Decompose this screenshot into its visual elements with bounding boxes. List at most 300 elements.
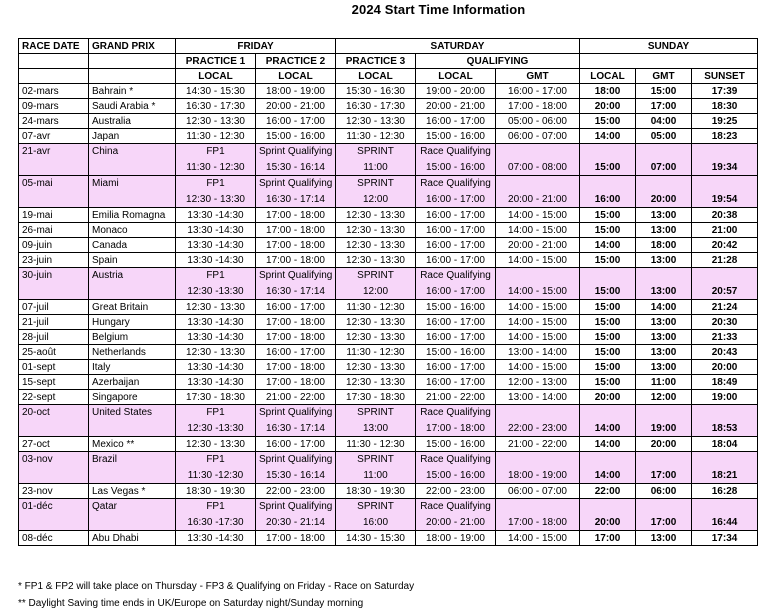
table-row-sprint-times bbox=[19, 284, 758, 300]
qualifying-gmt: 20:00 - 21:00 bbox=[496, 192, 580, 208]
schedule-body bbox=[19, 84, 758, 546]
race-gmt: 12:00 bbox=[636, 390, 692, 405]
grand-prix-name: United States bbox=[89, 405, 176, 421]
qualifying-session-label: Race Qualifying bbox=[416, 405, 496, 421]
qualifying-local: 15:00 - 16:00 bbox=[416, 468, 496, 484]
qualifying-local: 16:00 - 17:00 bbox=[416, 360, 496, 375]
grand-prix-name: Qatar bbox=[89, 499, 176, 515]
sunset-time: 19:54 bbox=[692, 192, 758, 208]
race-local: 15:00 bbox=[580, 375, 636, 390]
header-row-zones bbox=[19, 69, 758, 84]
table-row-sprint-times bbox=[19, 160, 758, 176]
practice1-time: 12:30 - 13:30 bbox=[176, 114, 256, 129]
sunset-time: 19:00 bbox=[692, 390, 758, 405]
practice2-time: 16:00 - 17:00 bbox=[256, 300, 336, 315]
qualifying-local: 16:00 - 17:00 bbox=[416, 330, 496, 345]
table-row-sprint bbox=[19, 144, 758, 160]
practice2-time: 20:30 - 21:14 bbox=[256, 515, 336, 531]
practice2-time: 17:00 - 18:00 bbox=[256, 208, 336, 223]
qualifying-session-label: Race Qualifying bbox=[416, 176, 496, 192]
qualifying-gmt: 14:00 - 15:00 bbox=[496, 531, 580, 546]
sunset-time: 19:25 bbox=[692, 114, 758, 129]
practice3-header: PRACTICE 3 bbox=[336, 54, 416, 69]
practice2-time: 16:00 - 17:00 bbox=[256, 345, 336, 360]
race-gmt: 13:00 bbox=[636, 360, 692, 375]
practice1-time: 12:30 - 13:30 bbox=[176, 300, 256, 315]
qualifying-gmt: 14:00 - 15:00 bbox=[496, 315, 580, 330]
empty-cell bbox=[580, 452, 636, 468]
qualifying-session-label: Race Qualifying bbox=[416, 452, 496, 468]
grand-prix-name: Belgium bbox=[89, 330, 176, 345]
qualifying-gmt: 22:00 - 23:00 bbox=[496, 421, 580, 437]
grand-prix-name: Great Britain bbox=[89, 300, 176, 315]
race-local: 15:00 bbox=[580, 223, 636, 238]
qualifying-gmt: 17:00 - 18:00 bbox=[496, 515, 580, 531]
empty-cell bbox=[580, 499, 636, 515]
empty-cell bbox=[636, 452, 692, 468]
practice3-time: 12:00 bbox=[336, 192, 416, 208]
empty-cell bbox=[580, 405, 636, 421]
practice3-time: 12:30 - 13:30 bbox=[336, 223, 416, 238]
race-gmt: 18:00 bbox=[636, 238, 692, 253]
practice3-time: 11:30 - 12:30 bbox=[336, 300, 416, 315]
empty-cell bbox=[636, 268, 692, 284]
race-date: 01-sept bbox=[19, 360, 89, 375]
race-gmt: 04:00 bbox=[636, 114, 692, 129]
race-gmt: 17:00 bbox=[636, 99, 692, 114]
practice1-time: 13:30 -14:30 bbox=[176, 253, 256, 268]
footnote-2: ** Daylight Saving time ends in UK/Europe on Saturday night/Sunday morning bbox=[18, 598, 364, 609]
empty-cell bbox=[692, 452, 758, 468]
practice1-time: 16:30 -17:30 bbox=[176, 515, 256, 531]
practice3-time: 11:30 - 12:30 bbox=[336, 129, 416, 144]
p3-local-header: LOCAL bbox=[336, 69, 416, 84]
practice3-session-label: SPRINT bbox=[336, 144, 416, 160]
race-local: 15:00 bbox=[580, 160, 636, 176]
practice1-time: 13:30 -14:30 bbox=[176, 223, 256, 238]
practice3-time: 12:30 - 13:30 bbox=[336, 114, 416, 129]
table-row bbox=[19, 315, 758, 330]
qualifying-gmt: 17:00 - 18:00 bbox=[496, 99, 580, 114]
race-date: 25-août bbox=[19, 345, 89, 360]
race-date: 23-nov bbox=[19, 484, 89, 499]
p1-local-header: LOCAL bbox=[176, 69, 256, 84]
race-local: 14:00 bbox=[580, 129, 636, 144]
race-date: 30-juin bbox=[19, 268, 89, 284]
race-gmt: 13:00 bbox=[636, 253, 692, 268]
empty-cell bbox=[692, 499, 758, 515]
empty-cell bbox=[692, 268, 758, 284]
grand-prix-name: Italy bbox=[89, 360, 176, 375]
sunset-header: SUNSET bbox=[692, 69, 758, 84]
practice1-time: 14:30 - 15:30 bbox=[176, 84, 256, 99]
table-row-sprint bbox=[19, 268, 758, 284]
grand-prix-name: Australia bbox=[89, 114, 176, 129]
table-row bbox=[19, 253, 758, 268]
practice2-time: 18:00 - 19:00 bbox=[256, 84, 336, 99]
practice3-time: 12:00 bbox=[336, 284, 416, 300]
sunset-time: 17:34 bbox=[692, 531, 758, 546]
empty-cell bbox=[580, 144, 636, 160]
race-date: 19-mai bbox=[19, 208, 89, 223]
sunset-time: 20:00 bbox=[692, 360, 758, 375]
qualifying-local: 16:00 - 17:00 bbox=[416, 223, 496, 238]
practice1-time: 13:30 -14:30 bbox=[176, 208, 256, 223]
grand-prix-name: Las Vegas * bbox=[89, 484, 176, 499]
empty-cell bbox=[19, 160, 89, 176]
grand-prix-name: Singapore bbox=[89, 390, 176, 405]
empty-cell bbox=[19, 192, 89, 208]
qualifying-local: 19:00 - 20:00 bbox=[416, 84, 496, 99]
sunset-time: 21:33 bbox=[692, 330, 758, 345]
race-local: 15:00 bbox=[580, 315, 636, 330]
race-gmt: 13:00 bbox=[636, 223, 692, 238]
empty-cell bbox=[496, 405, 580, 421]
practice3-time: 12:30 - 13:30 bbox=[336, 375, 416, 390]
race-local: 14:00 bbox=[580, 468, 636, 484]
race-gmt: 13:00 bbox=[636, 531, 692, 546]
practice2-time: 15:30 - 16:14 bbox=[256, 160, 336, 176]
race-local: 18:00 bbox=[580, 84, 636, 99]
race-gmt: 19:00 bbox=[636, 421, 692, 437]
table-row bbox=[19, 390, 758, 405]
empty-cell bbox=[496, 176, 580, 192]
race-date: 22-sept bbox=[19, 390, 89, 405]
empty-cell bbox=[89, 192, 176, 208]
practice2-time: 15:00 - 16:00 bbox=[256, 129, 336, 144]
race-date: 02-mars bbox=[19, 84, 89, 99]
sunset-time: 18:23 bbox=[692, 129, 758, 144]
practice1-session-label: FP1 bbox=[176, 452, 256, 468]
qualifying-gmt: 16:00 - 17:00 bbox=[496, 84, 580, 99]
race-local: 14:00 bbox=[580, 437, 636, 452]
table-row bbox=[19, 375, 758, 390]
empty-cell bbox=[89, 284, 176, 300]
race-date: 15-sept bbox=[19, 375, 89, 390]
qualifying-local: 16:00 - 17:00 bbox=[416, 375, 496, 390]
qualifying-gmt: 13:00 - 14:00 bbox=[496, 345, 580, 360]
practice3-session-label: SPRINT bbox=[336, 452, 416, 468]
practice1-session-label: FP1 bbox=[176, 405, 256, 421]
practice2-time: 17:00 - 18:00 bbox=[256, 223, 336, 238]
table-row-sprint bbox=[19, 176, 758, 192]
table-row-sprint-times bbox=[19, 192, 758, 208]
race-gmt-header: GMT bbox=[636, 69, 692, 84]
qualifying-gmt: 14:00 - 15:00 bbox=[496, 208, 580, 223]
practice3-time: 11:30 - 12:30 bbox=[336, 345, 416, 360]
practice1-time: 17:30 - 18:30 bbox=[176, 390, 256, 405]
empty-cell bbox=[692, 144, 758, 160]
qualifying-gmt: 14:00 - 15:00 bbox=[496, 330, 580, 345]
table-row-sprint-times bbox=[19, 421, 758, 437]
empty-cell bbox=[19, 515, 89, 531]
race-gmt: 11:00 bbox=[636, 375, 692, 390]
qualifying-gmt: 13:00 - 14:00 bbox=[496, 390, 580, 405]
race-date: 21-avr bbox=[19, 144, 89, 160]
race-gmt: 06:00 bbox=[636, 484, 692, 499]
practice2-time: 22:00 - 23:00 bbox=[256, 484, 336, 499]
grand-prix-name: Saudi Arabia * bbox=[89, 99, 176, 114]
empty-cell bbox=[19, 284, 89, 300]
race-local: 15:00 bbox=[580, 345, 636, 360]
race-date: 03-nov bbox=[19, 452, 89, 468]
practice2-time: 17:00 - 18:00 bbox=[256, 375, 336, 390]
practice2-time: 17:00 - 18:00 bbox=[256, 238, 336, 253]
qualifying-local: 20:00 - 21:00 bbox=[416, 515, 496, 531]
practice1-time: 12:30 - 13:30 bbox=[176, 437, 256, 452]
empty-cell bbox=[636, 499, 692, 515]
race-date: 07-juil bbox=[19, 300, 89, 315]
sunset-time: 20:30 bbox=[692, 315, 758, 330]
table-row-sprint-times bbox=[19, 515, 758, 531]
table-row bbox=[19, 300, 758, 315]
race-gmt: 13:00 bbox=[636, 330, 692, 345]
qualifying-local: 20:00 - 21:00 bbox=[416, 99, 496, 114]
race-date: 07-avr bbox=[19, 129, 89, 144]
race-date: 20-oct bbox=[19, 405, 89, 421]
qualifying-session-label: Race Qualifying bbox=[416, 144, 496, 160]
race-local: 20:00 bbox=[580, 99, 636, 114]
sunset-time: 21:00 bbox=[692, 223, 758, 238]
practice2-time: 16:30 - 17:14 bbox=[256, 421, 336, 437]
qual-gmt-header: GMT bbox=[496, 69, 580, 84]
practice1-time: 12:30 -13:30 bbox=[176, 284, 256, 300]
practice2-time: 17:00 - 18:00 bbox=[256, 315, 336, 330]
qualifying-gmt: 14:00 - 15:00 bbox=[496, 360, 580, 375]
practice2-session-label: Sprint Qualifying bbox=[256, 452, 336, 468]
grand-prix-name: Brazil bbox=[89, 452, 176, 468]
empty-cell bbox=[496, 452, 580, 468]
practice2-time: 17:00 - 18:00 bbox=[256, 531, 336, 546]
qualifying-local: 15:00 - 16:00 bbox=[416, 345, 496, 360]
sunset-time: 16:28 bbox=[692, 484, 758, 499]
qualifying-gmt: 14:00 - 15:00 bbox=[496, 300, 580, 315]
practice1-time: 13:30 -14:30 bbox=[176, 238, 256, 253]
practice3-time: 12:30 - 13:30 bbox=[336, 315, 416, 330]
practice2-time: 16:00 - 17:00 bbox=[256, 437, 336, 452]
practice1-header: PRACTICE 1 bbox=[176, 54, 256, 69]
race-gmt: 20:00 bbox=[636, 192, 692, 208]
qualifying-local: 18:00 - 19:00 bbox=[416, 531, 496, 546]
grand-prix-name: Austria bbox=[89, 268, 176, 284]
race-local: 16:00 bbox=[580, 192, 636, 208]
race-local: 15:00 bbox=[580, 253, 636, 268]
race-local: 14:00 bbox=[580, 421, 636, 437]
race-date: 24-mars bbox=[19, 114, 89, 129]
table-row-sprint-times bbox=[19, 468, 758, 484]
practice2-time: 17:00 - 18:00 bbox=[256, 253, 336, 268]
sunset-time: 19:34 bbox=[692, 160, 758, 176]
empty-cell bbox=[89, 468, 176, 484]
practice3-session-label: SPRINT bbox=[336, 268, 416, 284]
race-gmt: 13:00 bbox=[636, 345, 692, 360]
table-row bbox=[19, 531, 758, 546]
race-local-header: LOCAL bbox=[580, 69, 636, 84]
sunset-time: 20:43 bbox=[692, 345, 758, 360]
practice1-time: 18:30 - 19:30 bbox=[176, 484, 256, 499]
qualifying-gmt: 07:00 - 08:00 bbox=[496, 160, 580, 176]
grand-prix-name: Japan bbox=[89, 129, 176, 144]
practice1-time: 12:30 - 13:30 bbox=[176, 345, 256, 360]
practice2-session-label: Sprint Qualifying bbox=[256, 499, 336, 515]
practice2-time: 21:00 - 22:00 bbox=[256, 390, 336, 405]
race-gmt: 14:00 bbox=[636, 300, 692, 315]
race-gmt: 07:00 bbox=[636, 160, 692, 176]
table-row bbox=[19, 345, 758, 360]
race-local: 15:00 bbox=[580, 300, 636, 315]
qualifying-local: 16:00 - 17:00 bbox=[416, 208, 496, 223]
race-gmt: 20:00 bbox=[636, 437, 692, 452]
race-gmt: 13:00 bbox=[636, 284, 692, 300]
qualifying-local: 16:00 - 17:00 bbox=[416, 192, 496, 208]
sunset-time: 17:39 bbox=[692, 84, 758, 99]
practice2-time: 16:00 - 17:00 bbox=[256, 114, 336, 129]
race-gmt: 17:00 bbox=[636, 515, 692, 531]
sunday-header: SUNDAY bbox=[580, 39, 758, 54]
practice3-session-label: SPRINT bbox=[336, 176, 416, 192]
practice1-time: 13:30 -14:30 bbox=[176, 375, 256, 390]
race-local: 17:00 bbox=[580, 531, 636, 546]
table-row bbox=[19, 208, 758, 223]
sunset-time: 21:28 bbox=[692, 253, 758, 268]
saturday-header: SATURDAY bbox=[336, 39, 580, 54]
grand-prix-header: GRAND PRIX bbox=[89, 39, 176, 54]
race-local: 15:00 bbox=[580, 360, 636, 375]
practice3-time: 12:30 - 13:30 bbox=[336, 208, 416, 223]
qualifying-local: 15:00 - 16:00 bbox=[416, 129, 496, 144]
practice3-time: 11:30 - 12:30 bbox=[336, 437, 416, 452]
practice2-session-label: Sprint Qualifying bbox=[256, 176, 336, 192]
header-row-sessions bbox=[19, 54, 758, 69]
practice3-time: 16:00 bbox=[336, 515, 416, 531]
race-local: 14:00 bbox=[580, 238, 636, 253]
qualifying-gmt: 06:00 - 07:00 bbox=[496, 484, 580, 499]
p2-local-header: LOCAL bbox=[256, 69, 336, 84]
practice3-time: 15:30 - 16:30 bbox=[336, 84, 416, 99]
practice1-session-label: FP1 bbox=[176, 499, 256, 515]
practice3-time: 18:30 - 19:30 bbox=[336, 484, 416, 499]
practice1-time: 13:30 -14:30 bbox=[176, 315, 256, 330]
qualifying-local: 16:00 - 17:00 bbox=[416, 253, 496, 268]
empty-cell bbox=[580, 176, 636, 192]
empty-cell bbox=[19, 468, 89, 484]
sunset-time: 18:30 bbox=[692, 99, 758, 114]
practice1-time: 11:30 -12:30 bbox=[176, 468, 256, 484]
qualifying-gmt: 20:00 - 21:00 bbox=[496, 238, 580, 253]
sunset-time: 18:53 bbox=[692, 421, 758, 437]
practice2-session-label: Sprint Qualifying bbox=[256, 144, 336, 160]
empty-cell bbox=[89, 160, 176, 176]
race-local: 15:00 bbox=[580, 330, 636, 345]
practice2-time: 17:00 - 18:00 bbox=[256, 330, 336, 345]
practice3-time: 11:00 bbox=[336, 468, 416, 484]
qualifying-gmt: 12:00 - 13:00 bbox=[496, 375, 580, 390]
practice1-time: 11:30 - 12:30 bbox=[176, 129, 256, 144]
sunset-time: 18:04 bbox=[692, 437, 758, 452]
race-date-header: RACE DATE bbox=[19, 39, 89, 54]
practice1-session-label: FP1 bbox=[176, 176, 256, 192]
practice2-session-label: Sprint Qualifying bbox=[256, 405, 336, 421]
qualifying-header: QUALIFYING bbox=[416, 54, 580, 69]
practice3-time: 14:30 - 15:30 bbox=[336, 531, 416, 546]
practice2-time: 17:00 - 18:00 bbox=[256, 360, 336, 375]
empty-cell bbox=[580, 268, 636, 284]
practice3-time: 12:30 - 13:30 bbox=[336, 238, 416, 253]
practice3-time: 16:30 - 17:30 bbox=[336, 99, 416, 114]
table-row bbox=[19, 360, 758, 375]
race-date: 08-déc bbox=[19, 531, 89, 546]
race-gmt: 15:00 bbox=[636, 84, 692, 99]
empty-cell bbox=[89, 421, 176, 437]
grand-prix-name: Hungary bbox=[89, 315, 176, 330]
race-date: 01-déc bbox=[19, 499, 89, 515]
practice3-time: 17:30 - 18:30 bbox=[336, 390, 416, 405]
practice3-time: 12:30 - 13:30 bbox=[336, 360, 416, 375]
race-gmt: 17:00 bbox=[636, 468, 692, 484]
qualifying-gmt: 14:00 - 15:00 bbox=[496, 223, 580, 238]
practice3-time: 12:30 - 13:30 bbox=[336, 253, 416, 268]
grand-prix-name: Azerbaijan bbox=[89, 375, 176, 390]
empty-cell bbox=[636, 405, 692, 421]
race-gmt: 13:00 bbox=[636, 315, 692, 330]
sunset-time: 18:49 bbox=[692, 375, 758, 390]
friday-header: FRIDAY bbox=[176, 39, 336, 54]
sunset-time: 20:42 bbox=[692, 238, 758, 253]
qualifying-session-label: Race Qualifying bbox=[416, 268, 496, 284]
practice3-time: 11:00 bbox=[336, 160, 416, 176]
race-gmt: 05:00 bbox=[636, 129, 692, 144]
grand-prix-name: Canada bbox=[89, 238, 176, 253]
practice2-time: 15:30 - 16:14 bbox=[256, 468, 336, 484]
table-row-sprint bbox=[19, 499, 758, 515]
race-local: 15:00 bbox=[580, 114, 636, 129]
qualifying-local: 16:00 - 17:00 bbox=[416, 284, 496, 300]
empty-cell bbox=[692, 176, 758, 192]
table-row-sprint bbox=[19, 405, 758, 421]
qualifying-local: 16:00 - 17:00 bbox=[416, 315, 496, 330]
race-date: 21-juil bbox=[19, 315, 89, 330]
header-row-days bbox=[19, 39, 758, 54]
schedule-table bbox=[18, 38, 758, 546]
practice1-time: 13:30 -14:30 bbox=[176, 360, 256, 375]
race-date: 05-mai bbox=[19, 176, 89, 192]
sunset-time: 18:21 bbox=[692, 468, 758, 484]
table-row bbox=[19, 223, 758, 238]
sunset-time: 21:24 bbox=[692, 300, 758, 315]
table-row bbox=[19, 99, 758, 114]
race-date: 27-oct bbox=[19, 437, 89, 452]
grand-prix-name: Spain bbox=[89, 253, 176, 268]
qualifying-local: 21:00 - 22:00 bbox=[416, 390, 496, 405]
race-local: 15:00 bbox=[580, 208, 636, 223]
race-date: 28-juil bbox=[19, 330, 89, 345]
footnote-1: * FP1 & FP2 will take place on Thursday - FP3 & Qualifying on Friday - Race on Saturday bbox=[18, 581, 415, 592]
grand-prix-name: Miami bbox=[89, 176, 176, 192]
qualifying-local: 17:00 - 18:00 bbox=[416, 421, 496, 437]
grand-prix-name: Abu Dhabi bbox=[89, 531, 176, 546]
practice1-time: 13:30 -14:30 bbox=[176, 531, 256, 546]
qualifying-session-label: Race Qualifying bbox=[416, 499, 496, 515]
table-row bbox=[19, 437, 758, 452]
race-local: 20:00 bbox=[580, 390, 636, 405]
empty-cell bbox=[636, 144, 692, 160]
empty-cell bbox=[692, 405, 758, 421]
sunset-time: 20:38 bbox=[692, 208, 758, 223]
practice1-time: 12:30 -13:30 bbox=[176, 421, 256, 437]
practice1-session-label: FP1 bbox=[176, 268, 256, 284]
qualifying-local: 15:00 - 16:00 bbox=[416, 160, 496, 176]
qualifying-gmt: 14:00 - 15:00 bbox=[496, 253, 580, 268]
